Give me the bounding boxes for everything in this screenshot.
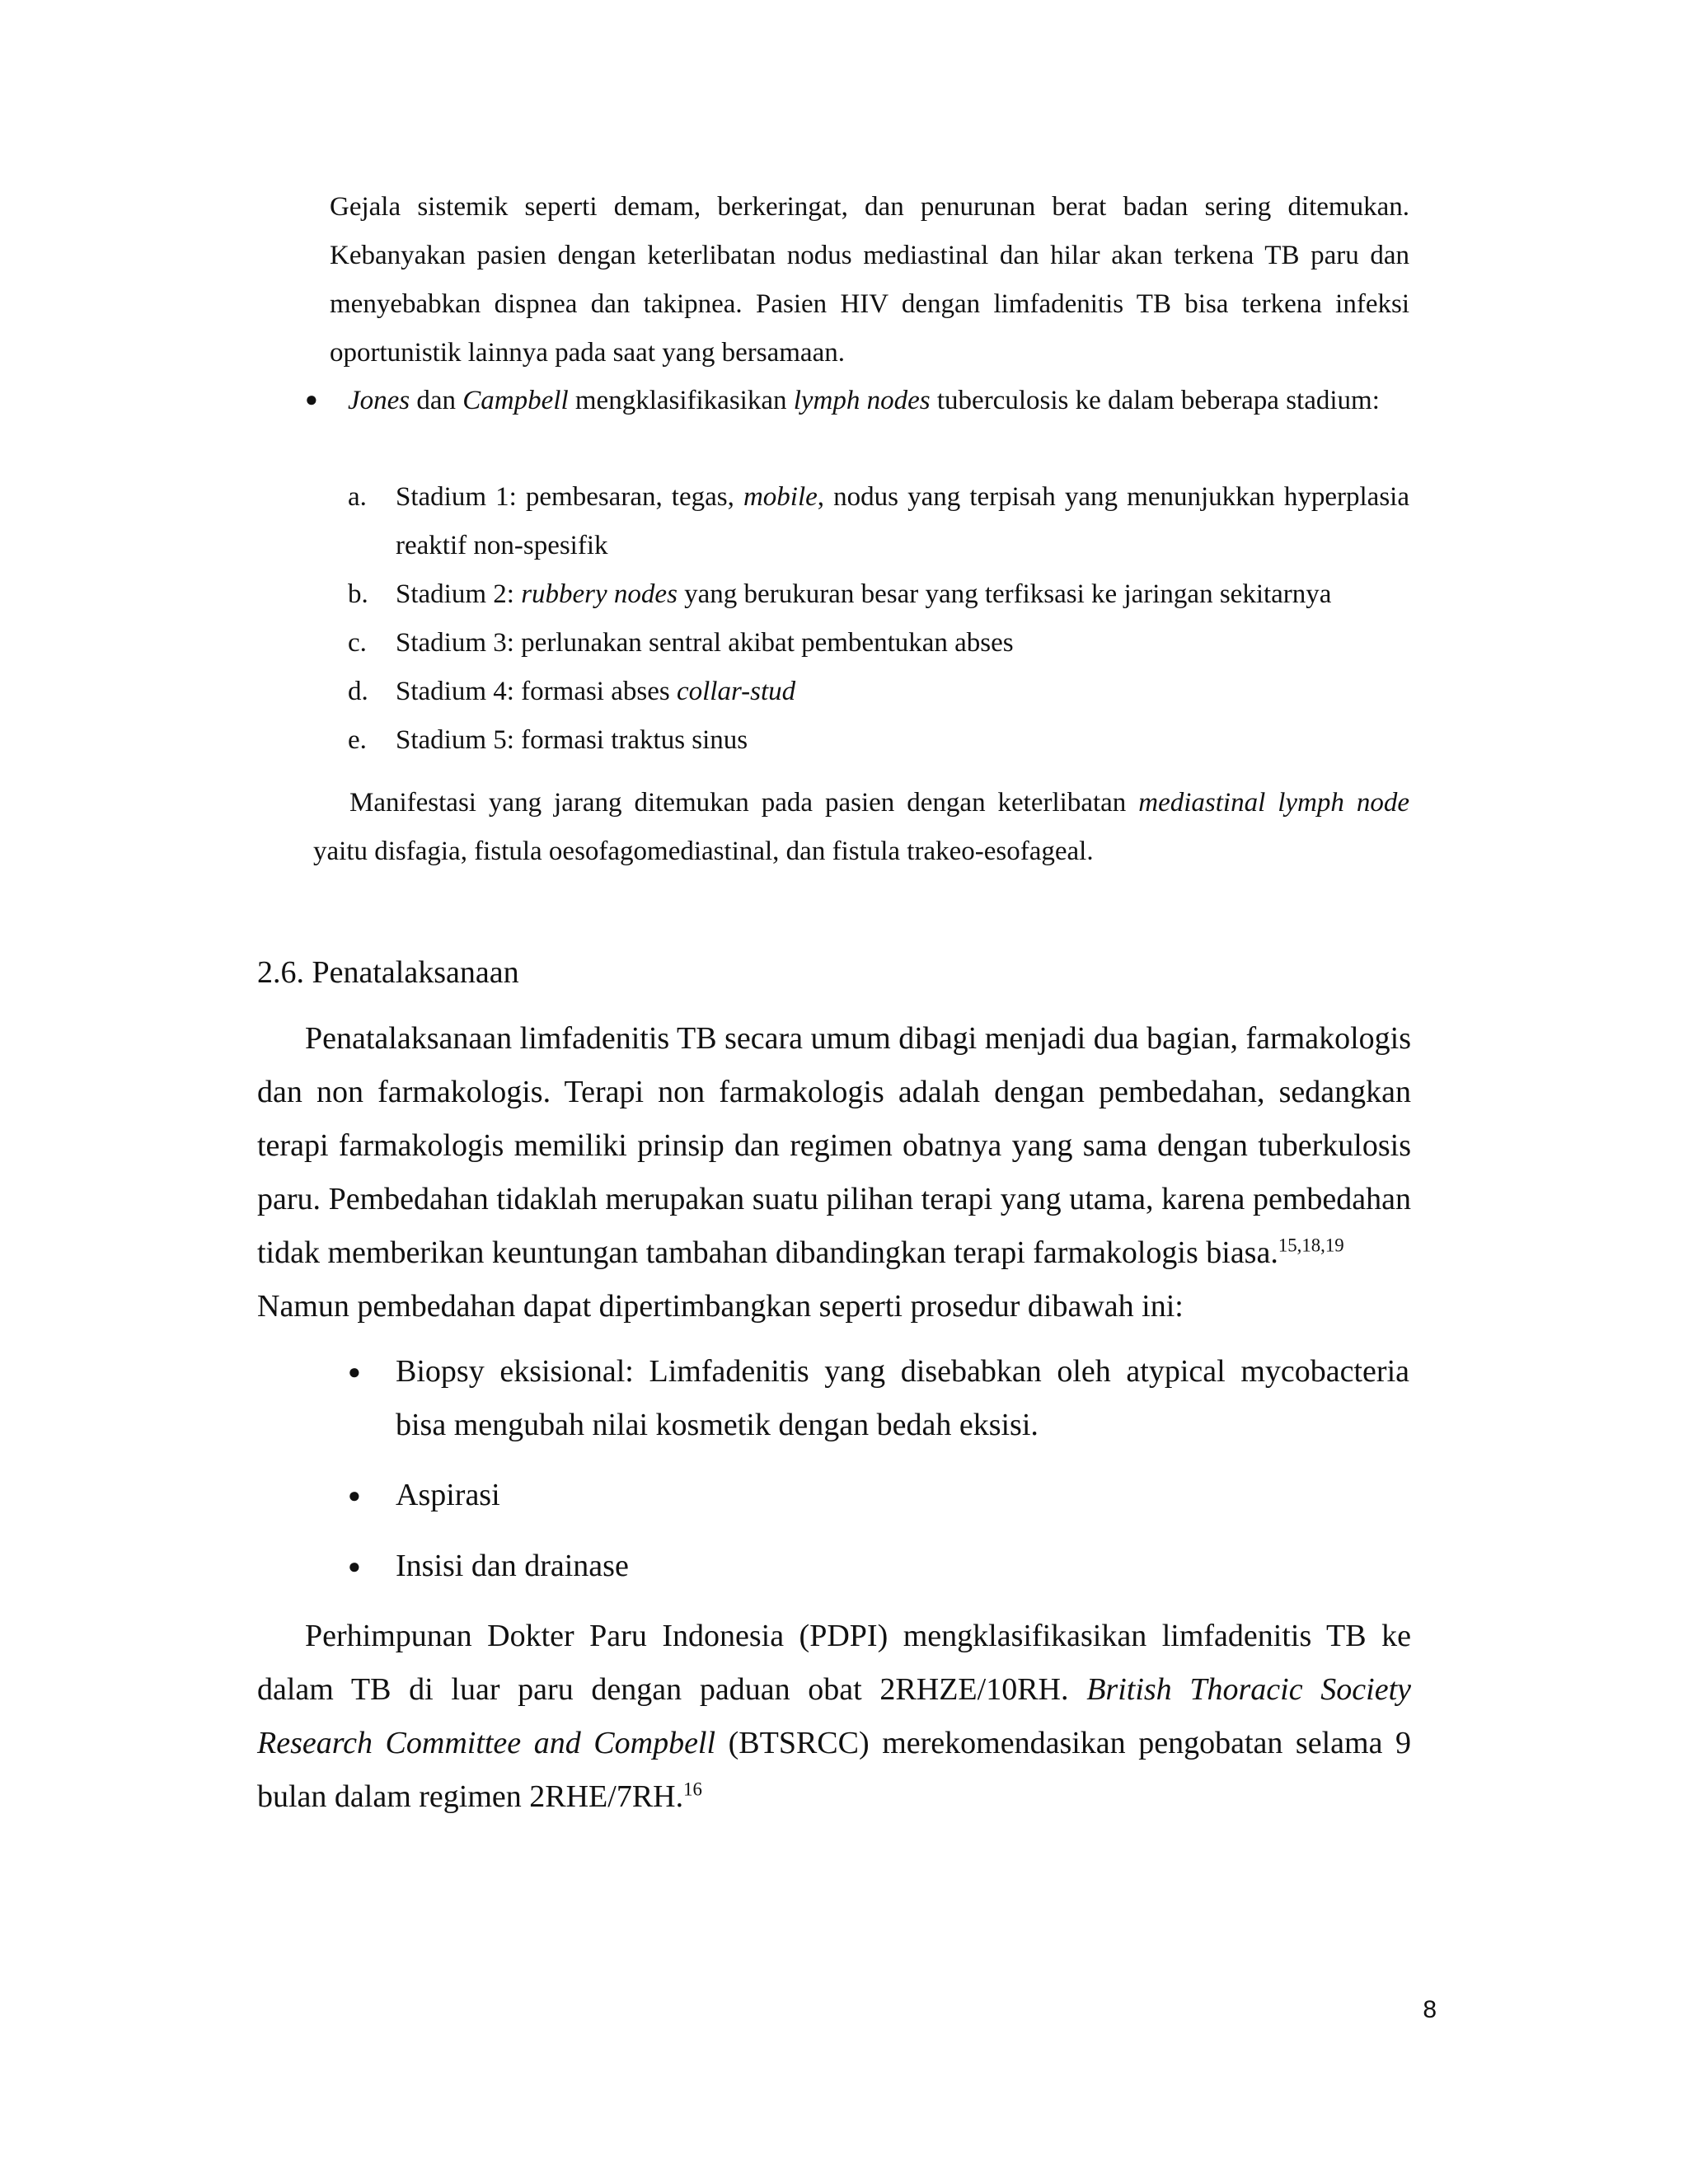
- stage-item: Stadium 1: pembesaran, tegas, mobile, nodus yang terpisah yang menunjukkan hyperplasia reaktif non-spesifik: [396, 482, 1409, 560]
- stage-item: Stadium 4: formasi abses collar-stud: [396, 677, 796, 706]
- procedure-item: Aspirasi: [396, 1478, 500, 1512]
- author-jones: Jones: [348, 386, 410, 415]
- procedure-item: Biopsy eksisional: Limfadenitis yang disebabkan oleh atypical mycobacteria bisa mengubah nilai kosmetik dengan bedah eksisi.: [396, 1354, 1409, 1442]
- section-heading: 2.6. Penatalaksanaan: [257, 955, 519, 990]
- stage-marker: a.: [348, 482, 367, 512]
- stage-marker: b.: [348, 579, 368, 609]
- treatment-paragraph: Penatalaksanaan limfadenitis TB secara umum dibagi menjadi dua bagian, farmakologis dan non farmakologis. Terapi non farmakologis adalah dengan pembedahan, sedangkan terapi farmakologis memiliki prinsip dan regimen obatnya yang sama dengan tuberkulosis paru. Pembedahan tidaklah merupakan suatu pilihan terapi yang utama, karena pembedahan tidak memberikan keuntungan tambahan dibandingkan terapi farmakologis biasa.$^{15,18,19}$ Namun pembedahan dapat dipertimbangkan seperti prosedur dibawah ini:: [257, 1021, 1411, 1324]
- citation: 15,18,19: [1278, 1235, 1344, 1256]
- stage-item: Stadium 5: formasi traktus sinus: [396, 725, 748, 755]
- bullet-icon: ●: [348, 1554, 361, 1578]
- bullet-icon: ●: [348, 1360, 361, 1384]
- stage-marker: c.: [348, 628, 367, 658]
- stage-item: Stadium 2: rubbery nodes yang berukuran besar yang terfiksasi ke jaringan sekitarnya: [396, 579, 1332, 609]
- stage-item: Stadium 3: perlunakan sentral akibat pembentukan abses: [396, 628, 1014, 658]
- term-lymph-nodes: lymph nodes: [793, 386, 931, 415]
- bullet-icon: ●: [305, 387, 318, 411]
- procedure-item: Insisi dan drainase: [396, 1549, 629, 1583]
- author-campbell: Campbell: [462, 386, 569, 415]
- stage-marker: d.: [348, 677, 368, 706]
- bullet-icon: ●: [348, 1483, 361, 1507]
- pdpi-paragraph: Perhimpunan Dokter Paru Indonesia (PDPI) mengklasifikasikan limfadenitis TB ke dalam TB di luar paru dengan paduan obat 2RHZE/10RH. British Thoracic Society Research Committee and Compbell (BTSRCC) merekomendasikan pengobatan selama 9 bulan dalam regimen 2RHE/7RH.$^{16}$: [257, 1619, 1412, 1814]
- symptoms-paragraph: Gejala sistemik seperti demam, berkeringat, dan penurunan berat badan sering ditemukan. Kebanyakan pasien dengan keterlibatan nodus mediastinal dan hilar akan terkena TB paru dan menyebabkan dispnea dan takipnea. Pasien HIV dengan limfadenitis TB bisa terkena infeksi oportunistik lainnya pada saat yang bersamaan.: [330, 192, 1409, 368]
- classification-paragraph: Jones dan Campbell mengklasifikasikan lymph nodes tuberculosis ke dalam beberapa stadium:: [348, 386, 1380, 415]
- citation: 16: [683, 1779, 702, 1800]
- manifestation-paragraph: Manifestasi yang jarang ditemukan pada pasien dengan keterlibatan mediastinal lymph node yaitu disfagia, fistula oesofagomediastinal, dan fistula trakeo-esofageal.: [313, 788, 1409, 866]
- stage-marker: e.: [348, 725, 367, 755]
- page-number: 8: [1423, 1996, 1437, 2023]
